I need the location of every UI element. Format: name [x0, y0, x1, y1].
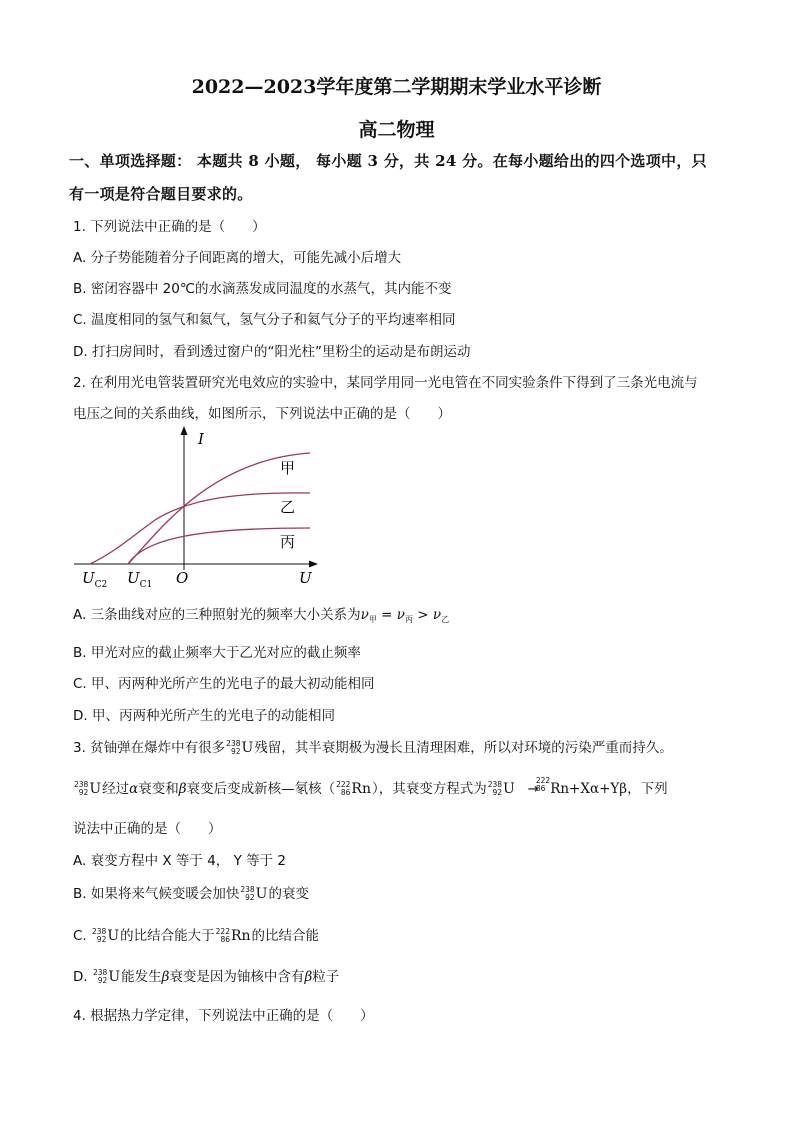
- x-axis-label: U: [299, 569, 312, 587]
- y-axis-arrow-icon: [181, 426, 188, 435]
- q2-stem-line2: 电压之间的关系曲线，如图所示，下列说法中正确的是（ ）: [73, 406, 451, 422]
- uc1-label: $U_{C1}$: [127, 569, 153, 590]
- isotope-u238: 238 92 U: [487, 780, 515, 797]
- isotope-u238: 238 92 U: [92, 968, 121, 985]
- q3-option-d: D. 238 92 U 能发生β衰变是因为铀核中含有β粒子: [73, 968, 340, 985]
- curve-jia-label: 甲: [280, 459, 296, 477]
- q2-option-d: D. 甲、丙两种光所产生的光电子的动能相同: [73, 708, 335, 724]
- q1-option-b: B. 密闭容器中 20℃的水滴蒸发成同温度的水蒸气，其内能不变: [73, 281, 452, 297]
- curve-yi-label: 乙: [280, 498, 296, 516]
- q3-stem-line2: 238 92 U 经过α衰变和β衰变后变成新核—氡核（ 222 86 Rn ），其衰变方程式为 238 92 U → 222 86 Rn+Xα+Yβ，下列: [74, 776, 668, 797]
- isotope-u238: 238 92 U: [74, 780, 102, 797]
- y-axis-label: I: [198, 430, 204, 448]
- exam-subtitle: 高二物理: [358, 119, 435, 141]
- section-heading-line2: 有一项是符合题目要求的。: [69, 185, 253, 203]
- exam-title: 2022—2023学年度第二学期期末学业水平诊断: [191, 76, 602, 98]
- q3-stem-line1: 3. 贫铀弹在爆炸中有很多 238 92 U 残留，其半衰期极为漫长且清理困难，所以对环境的污染严重而持久。: [73, 739, 673, 756]
- curve-bing-label: 丙: [280, 533, 296, 551]
- q2-option-c: C. 甲、丙两种光所产生的光电子的最大初动能相同: [73, 676, 375, 692]
- isotope-u238: 238 92 U: [226, 739, 254, 756]
- q4-stem: 4. 根据热力学定律，下列说法中正确的是（ ）: [73, 1008, 374, 1024]
- photocurrent-graph: [60, 420, 330, 595]
- q1-option-a: A. 分子势能随着分子间距离的增大，可能先减小后增大: [73, 250, 402, 266]
- uc2-label: $U_{C2}$: [82, 569, 108, 590]
- q1-stem: 1. 下列说法中正确的是（ ）: [73, 219, 266, 235]
- isotope-rn222: 222 86 Rn: [215, 927, 251, 944]
- q1-option-d: D. 打扫房间时，看到透过窗户的“阳光柱”里粉尘的运动是布朗运动: [73, 344, 471, 360]
- q2-option-b: B. 甲光对应的截止频率大于乙光对应的截止频率: [73, 645, 361, 661]
- q2-option-a: A. 三条曲线对应的三种照射光的频率大小关系为$\nu_甲 = \nu_丙 > \nu_乙$: [73, 607, 450, 624]
- reaction-arrow: → 222 86: [527, 776, 551, 797]
- section-heading-line1: 一、单项选择题： 本题共 8 小题， 每小题 3 分，共 24 分。在每小题给出的四个选项中，只: [69, 152, 707, 170]
- q2-stem-line1: 2. 在利用光电管装置研究光电效应的实验中，某同学用同一光电管在不同实验条件下得到了三条光电流与: [73, 375, 698, 391]
- x-axis-arrow-icon: [309, 561, 318, 568]
- origin-label: O: [176, 569, 189, 587]
- q3-option-a: A. 衰变方程中 X 等于 4， Y 等于 2: [73, 853, 287, 869]
- isotope-u238: 238 92 U: [240, 885, 268, 902]
- q3-option-c: C. 238 92 U 的比结合能大于 222 86 Rn 的比结合能: [73, 927, 320, 944]
- q1-option-c: C. 温度相同的氢气和氦气，氢气分子和氦气分子的平均速率相同: [73, 312, 456, 328]
- isotope-rn222: 222 86 Rn: [336, 780, 371, 797]
- q3-option-b: B. 如果将来气候变暖会加快 238 92 U 的衰变: [73, 885, 309, 902]
- isotope-u238: 238 92 U: [92, 927, 120, 944]
- q3-stem-line3: 说法中正确的是（ ）: [73, 821, 222, 837]
